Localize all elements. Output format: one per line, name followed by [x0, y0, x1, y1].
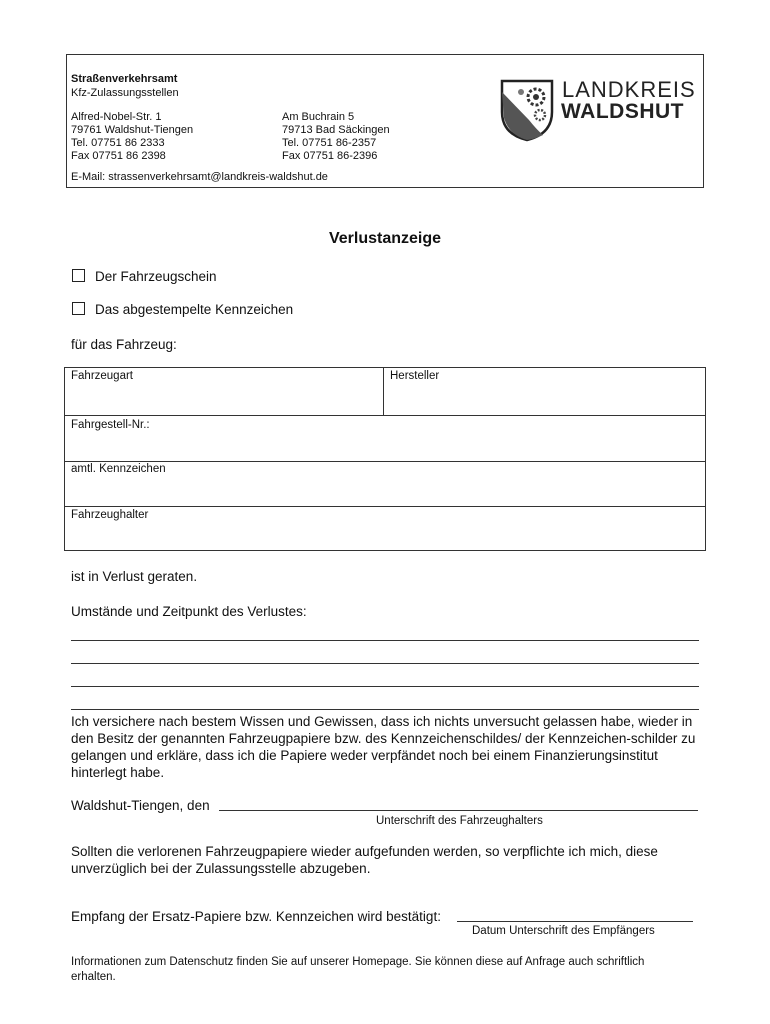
circumstances-line-2[interactable]: [71, 663, 699, 664]
table-divider: [65, 415, 705, 416]
halter-field[interactable]: [65, 524, 703, 550]
address-line: 79713 Bad Säckingen: [282, 124, 390, 136]
address-line: Tel. 07751 86 2333: [71, 137, 165, 149]
kennzeichen-field-label: amtl. Kennzeichen: [71, 463, 166, 475]
office-subtitle: Kfz-Zulassungsstellen: [71, 87, 179, 99]
found-text: Sollten die verlorenen Fahrzeugpapiere wieder aufgefunden werden, so verpflichte ich mich, diese unverzüglich bei der Zulassungsstelle abzugeben.: [71, 844, 658, 876]
address-line: Fax 07751 86-2396: [282, 150, 378, 162]
privacy-notice: Informationen zum Datenschutz finden Sie auf unserer Homepage. Sie können diese auf Anfrage auch schriftlich erhalten.: [71, 956, 645, 983]
receiver-signature-label: Datum Unterschrift des Empfängers: [472, 925, 655, 937]
holder-signature-line[interactable]: [219, 810, 698, 811]
address-bad-saeckingen: [282, 111, 390, 163]
place-date-label: Waldshut-Tiengen, den: [71, 798, 210, 813]
lost-text: ist in Verlust geraten.: [71, 569, 198, 584]
fahrgestell-field[interactable]: [65, 433, 703, 459]
circumstances-label: Umstände und Zeitpunkt des Verlustes:: [71, 604, 307, 619]
office-name: Straßenverkehrsamt: [71, 73, 178, 85]
halter-label: Fahrzeughalter: [71, 509, 149, 521]
address-line: Tel. 07751 86-2357: [282, 137, 377, 149]
address-waldshut: [71, 111, 193, 163]
hersteller-label: Hersteller: [390, 370, 440, 382]
office-email: E-Mail: strassenverkehrsamt@landkreis-waldshut.de: [71, 171, 328, 183]
fahrzeugschein-label: Der Fahrzeugschein: [95, 269, 217, 284]
circumstances-line-4[interactable]: [71, 709, 699, 710]
kennzeichen-checkbox[interactable]: [72, 302, 85, 315]
table-divider: [65, 506, 705, 507]
fahrzeugart-field[interactable]: [65, 386, 382, 413]
kennzeichen-field[interactable]: [65, 478, 703, 504]
form-title: Verlustanzeige: [328, 230, 442, 247]
declaration-text: Ich versichere nach bestem Wissen und Gewissen, dass ich nichts unversucht gelassen habe, wieder in den Besitz der genannten Fahrzeugpapiere bzw. des Kennzeichenschildes/ der Kennzeichen-schilder zu gelangen und erkläre, dass ich die Papiere weder verpfändet noch bei einem Finanzierungsinstitut hinterlegt habe.: [71, 714, 696, 780]
receipt-text: Empfang der Ersatz-Papiere bzw. Kennzeichen wird bestätigt:: [71, 909, 441, 924]
logo-waldshut: WALDSHUT: [561, 100, 684, 123]
table-divider: [65, 461, 705, 462]
address-line: 79761 Waldshut-Tiengen: [71, 124, 194, 136]
address-line: Alfred-Nobel-Str. 1: [71, 111, 162, 123]
fahrzeugschein-checkbox[interactable]: [72, 269, 85, 282]
fahrgestell-label: Fahrgestell-Nr.:: [71, 419, 150, 431]
for-vehicle-label: für das Fahrzeug:: [71, 337, 177, 352]
address-line: Am Buchrain 5: [282, 111, 355, 123]
logo-landkreis: LANDKREIS: [562, 77, 696, 102]
holder-signature-label: Unterschrift des Fahrzeughalters: [376, 815, 543, 827]
circumstances-line-1[interactable]: [71, 640, 699, 641]
kennzeichen-label: Das abgestempelte Kennzeichen: [95, 302, 294, 317]
fahrzeugart-label: Fahrzeugart: [71, 370, 134, 382]
receiver-signature-line[interactable]: [457, 921, 693, 922]
address-line: Fax 07751 86 2398: [71, 150, 166, 162]
hersteller-field[interactable]: [384, 386, 704, 413]
coat-of-arms-icon: [499, 78, 555, 142]
circumstances-line-3[interactable]: [71, 686, 699, 687]
